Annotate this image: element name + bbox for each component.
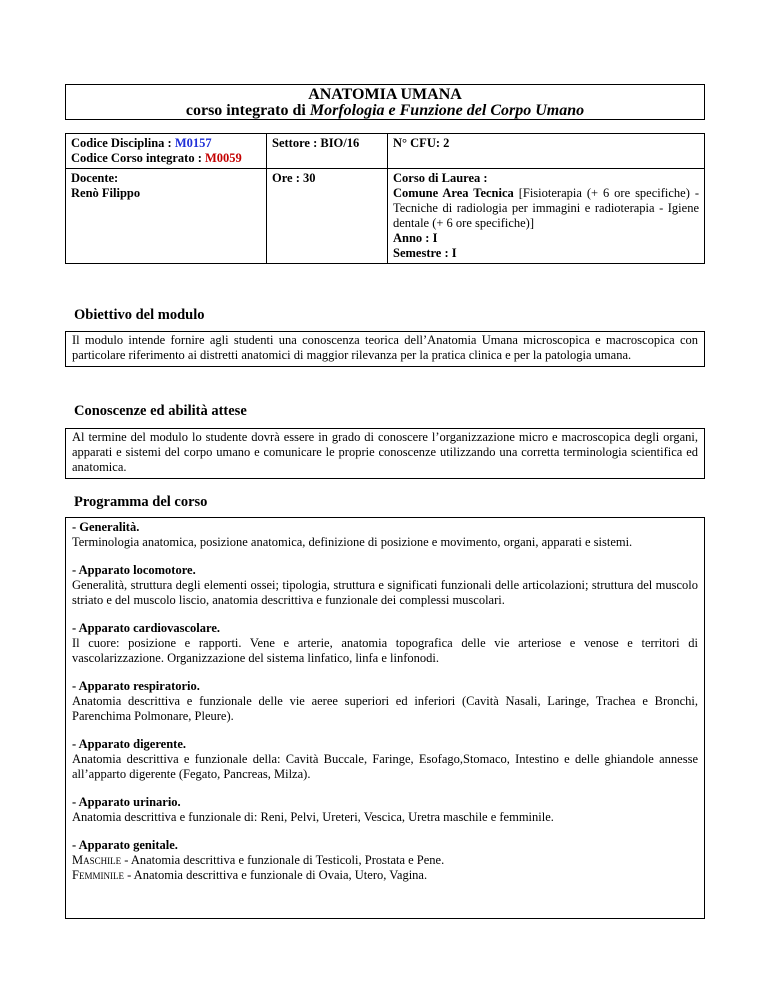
corso-area: Comune Area Tecnica (393, 186, 514, 200)
anno: Anno : I (393, 231, 438, 245)
title-prefix: corso integrato di (185, 102, 310, 119)
document-title (65, 84, 705, 120)
codice-corso-label: Codice Corso integrato : (71, 151, 205, 165)
genitale-maschile (72, 853, 698, 868)
program-section (72, 563, 698, 608)
corso-cell (388, 169, 705, 264)
section-title: - Apparato respiratorio. (72, 679, 200, 693)
section-title: - Apparato digerente. (72, 737, 186, 751)
corso-label: Corso di Laurea : (393, 171, 488, 185)
conoscenze-heading: Conoscenze ed abilità attese (74, 403, 247, 419)
title-line-1: ANATOMIA UMANA (308, 86, 462, 103)
section-text: Il cuore: posizione e rapporti. Vene e arterie, anatomia topografica delle vie arteriose e venose e territori di vascolarizzazione. Organizzazione del sistema linfatico, linfa e linfonodi. (72, 636, 698, 665)
obiettivo-heading: Obiettivo del modulo (74, 307, 205, 323)
settore-cell: Settore : BIO/16 (267, 134, 388, 169)
title-italic: Morfologia e Funzione del Corpo Umano (309, 102, 585, 119)
codice-disciplina-label: Codice Disciplina : (71, 136, 175, 150)
section-title: - Generalità. (72, 520, 140, 534)
femminile-label: Femminile (72, 868, 124, 882)
cfu-cell: N° CFU: 2 (388, 134, 705, 169)
section-text: Anatomia descrittiva e funzionale di: Reni, Pelvi, Ureteri, Vescica, Uretra maschile e femminile. (72, 810, 554, 824)
docente-cell (66, 169, 267, 264)
obiettivo-text: Il modulo intende fornire agli studenti una conoscenza teorica dell’Anatomia Umana microscopica e macroscopica con particolare riferimento ai distretti anatomici di maggior rilevanza per la pratica clinica e per la patologia umana. (65, 331, 705, 367)
section-text: Anatomia descrittiva e funzionale delle vie aeree superiori ed inferiori (Cavità Nasali, Laringe, Trachea e Bronchi, Parenchima Polmonare, Pleure). (72, 694, 698, 723)
program-section (72, 621, 698, 666)
program-section (72, 737, 698, 782)
codice-disciplina-value: M0157 (174, 136, 212, 150)
section-text: Generalità, struttura degli elementi ossei; tipologia, struttura e significati funzionali delle articolazioni; struttura del muscolo striato e del muscolo liscio, anatomia descrittiva e funzionale dei complessi muscolari. (72, 578, 698, 607)
semestre: Semestre : I (393, 246, 457, 260)
femminile-text: - Anatomia descrittiva e funzionale di Ovaia, Utero, Vagina. (123, 868, 428, 882)
ore-cell: Ore : 30 (267, 169, 388, 264)
title-line-2 (66, 103, 704, 119)
docente-name: Renò Filippo (71, 186, 141, 200)
section-text: Terminologia anatomica, posizione anatomica, definizione di posizione e movimento, organi, apparati e sistemi. (72, 535, 633, 549)
docente-label: Docente: (71, 171, 119, 185)
section-title: - Apparato cardiovascolare. (72, 621, 221, 635)
program-section (72, 795, 698, 825)
corso-detail: [Fisioterapia (+ 6 ore specifiche) - Tecniche di radiologia per immagini e radioterapia - Igiene dentale (+ 6 ore specifiche)] (393, 186, 699, 230)
maschile-text: - Anatomia descrittiva e funzionale di Testicoli, Prostata e Pene. (121, 853, 445, 867)
program-section-genitale (72, 838, 698, 883)
program-section (72, 679, 698, 724)
corso-description (393, 186, 699, 231)
programma-box (65, 517, 705, 919)
course-info-table (65, 133, 705, 264)
section-title: - Apparato urinario. (72, 795, 181, 809)
section-text: Anatomia descrittiva e funzionale della: Cavità Buccale, Faringe, Esofago,Stomaco, Intestino e delle ghiandole annesse all’apparto digerente (Fegato, Pancreas, Milza). (72, 752, 698, 781)
codes-cell (66, 134, 267, 169)
programma-heading: Programma del corso (74, 494, 208, 510)
section-title: - Apparato locomotore. (72, 563, 196, 577)
conoscenze-text: Al termine del modulo lo studente dovrà essere in grado di conoscere l’organizzazione micro e macroscopica degli organi, apparati e sistemi del corpo umano e comunicare le proprie conoscenze utilizzando una corretta terminologia scientifica ed anatomica. (65, 428, 705, 479)
genitale-femminile (72, 868, 698, 883)
codice-corso-value: M0059 (205, 151, 242, 165)
section-title: - Apparato genitale. (72, 838, 178, 852)
maschile-label: Maschile (72, 853, 122, 867)
program-section (72, 520, 698, 550)
